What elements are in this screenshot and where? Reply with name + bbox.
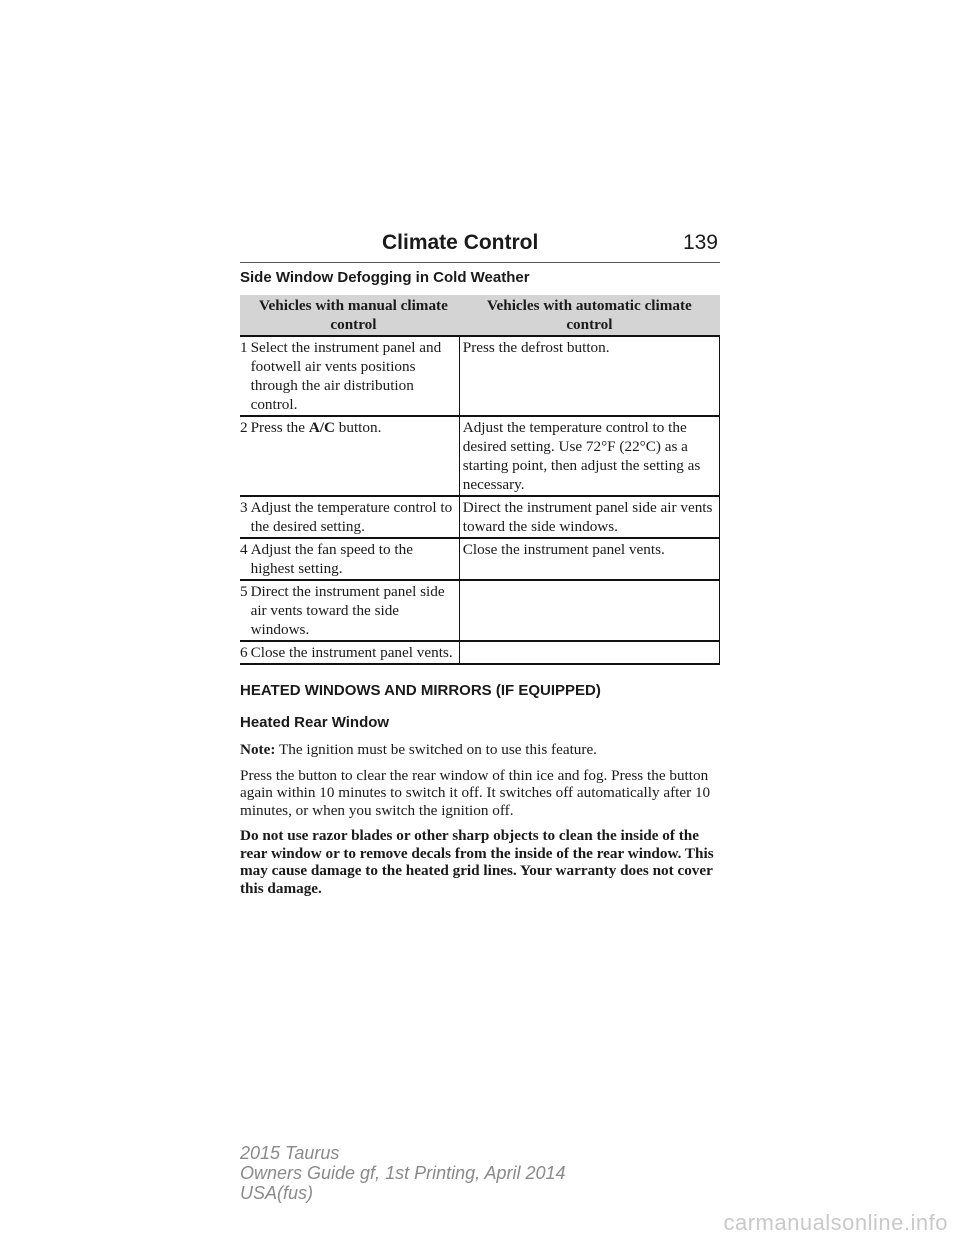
manual-step: Adjust the temperature control to the desired setting. [248,496,460,538]
automatic-step: Press the defrost button. [459,336,719,416]
manual-step: Close the instrument panel vents. [248,641,460,664]
page-content [240,268,720,897]
manual-step-prefix: Press the [250,419,309,436]
site-watermark: carmanualsonline.info [723,1210,948,1235]
section-heading: Side Window Defogging in Cold Weather [240,269,530,286]
chapter-title: Climate Control [382,231,539,254]
table-header-row [240,295,720,336]
footer-edition: Owners Guide gf, 1st Printing, April 2014 [240,1163,566,1183]
table-header-number [240,295,248,336]
note-paragraph [240,741,720,759]
footer-code: (fus) [277,1183,314,1203]
footer-country: USA [240,1183,278,1203]
step-number: 3 [240,496,248,538]
step-number: 6 [240,641,248,664]
rear-window-paragraph: Press the button to clear the rear window of thin ice and fog. Press the button again within 10 minutes to switch it off. It switches off automatically after 10 minutes, or when you switch the ignition off. [240,766,711,819]
step-number: 1 [240,336,248,416]
table-row [240,538,720,580]
table-header-manual: Vehicles with manual climate control [248,295,460,336]
manual-step-suffix: button. [334,419,382,436]
warning-paragraph: Do not use razor blades or other sharp objects to clean the inside of the rear window or to remove decals from the inside of the rear window. This may cause damage to the heated grid lines. Your warranty does not cover this damage. [240,827,714,897]
footer-model: 2015 Taurus [240,1143,340,1163]
step-number: 5 [240,580,248,641]
page-footer [240,1143,566,1203]
note-text: The ignition must be switched on to use this feature. [275,741,597,758]
automatic-step: Adjust the temperature control to the desired setting. Use 72°F (22°C) as a starting point, then adjust the setting as necessary. [459,416,719,496]
automatic-step: Direct the instrument panel side air vents toward the side windows. [459,496,719,538]
table-row [240,416,720,496]
table-row [240,580,720,641]
page-header [240,228,720,263]
automatic-step [459,580,719,641]
manual-step: Direct the instrument panel side air vents toward the side windows. [248,580,460,641]
page-number: 139 [682,231,718,254]
table-row [240,496,720,538]
automatic-step [459,641,719,664]
defogging-table [240,295,720,665]
table-header-automatic: Vehicles with automatic climate control [459,295,719,336]
heated-windows-heading: HEATED WINDOWS AND MIRRORS (IF EQUIPPED) [240,682,601,699]
manual-step: Adjust the fan speed to the highest setting. [248,538,460,580]
automatic-step: Close the instrument panel vents. [459,538,719,580]
table-row [240,641,720,664]
step-number: 4 [240,538,248,580]
manual-step [248,416,460,496]
note-label: Note: [240,741,276,758]
step-number: 2 [240,416,248,496]
manual-step: Select the instrument panel and footwell air vents positions through the air distribution control. [248,336,460,416]
heated-rear-window-heading: Heated Rear Window [240,714,390,731]
footer-region [240,1183,566,1203]
ac-button-label: A/C [308,419,335,436]
table-row [240,336,720,416]
